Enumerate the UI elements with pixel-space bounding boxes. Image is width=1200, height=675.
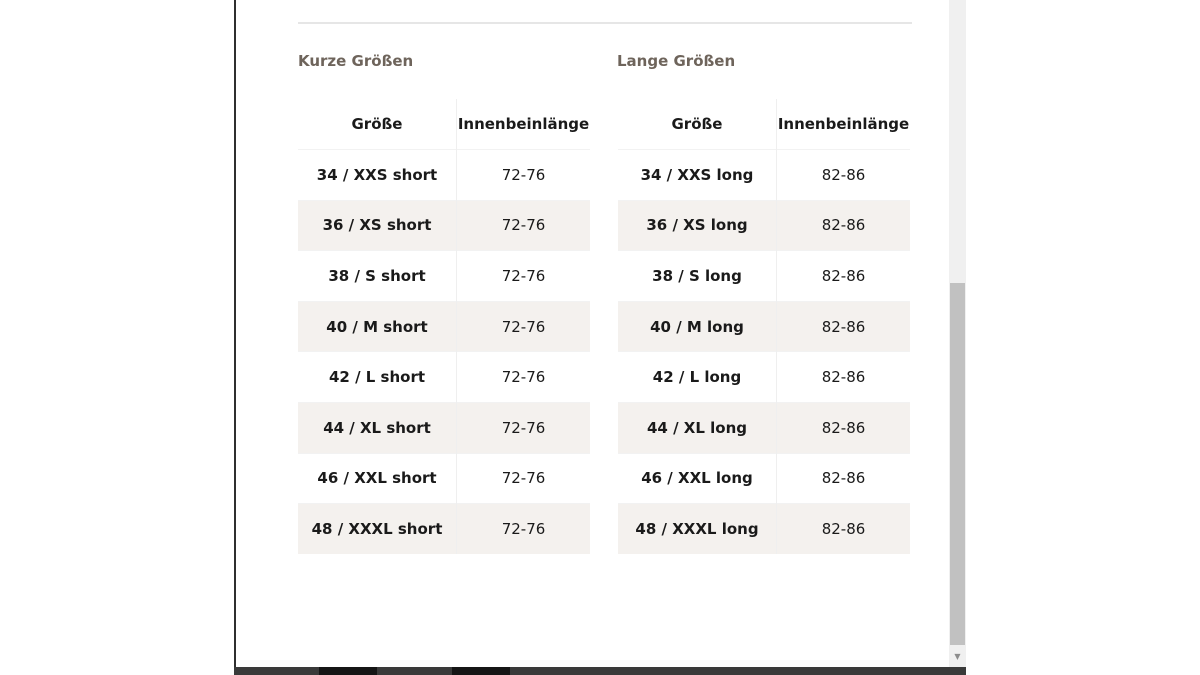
inseam-cell: 72-76 <box>457 251 591 302</box>
inseam-column-header: Innenbeinlänge <box>457 115 590 133</box>
table-header-row <box>298 99 590 150</box>
long-sizes-table <box>618 99 910 554</box>
size-column-header: Größe <box>618 99 777 150</box>
size-cell: 44 / XL long <box>618 402 777 453</box>
table-row <box>618 200 910 251</box>
size-cell: 42 / L short <box>298 352 457 403</box>
inseam-cell: 82-86 <box>777 200 911 251</box>
strip-block <box>319 667 377 675</box>
inseam-cell: 82-86 <box>777 150 911 201</box>
table-row <box>298 150 590 201</box>
inseam-cell: 72-76 <box>457 402 591 453</box>
size-cell: 40 / M short <box>298 301 457 352</box>
table-row <box>298 352 590 403</box>
table-header-row <box>618 99 910 150</box>
size-cell: 44 / XL short <box>298 402 457 453</box>
long-sizes-title: Lange Größen <box>617 52 736 70</box>
size-cell: 46 / XXL short <box>298 453 457 504</box>
table-row <box>618 352 910 403</box>
size-cell: 42 / L long <box>618 352 777 403</box>
table-row <box>298 504 590 554</box>
inseam-cell: 72-76 <box>457 301 591 352</box>
size-cell: 36 / XS long <box>618 200 777 251</box>
divider <box>298 22 912 24</box>
size-cell: 48 / XXXL short <box>298 504 457 554</box>
vertical-scrollbar[interactable] <box>949 0 966 667</box>
table-row <box>298 402 590 453</box>
size-chart-modal <box>234 0 966 667</box>
size-cell: 38 / S long <box>618 251 777 302</box>
scrollbar-thumb[interactable] <box>950 283 965 645</box>
inseam-cell: 82-86 <box>777 402 911 453</box>
size-cell: 36 / XS short <box>298 200 457 251</box>
table-row <box>618 453 910 504</box>
inseam-cell: 72-76 <box>457 453 591 504</box>
size-cell: 48 / XXXL long <box>618 504 777 554</box>
size-column-header: Größe <box>298 99 457 150</box>
size-cell: 38 / S short <box>298 251 457 302</box>
size-cell: 40 / M long <box>618 301 777 352</box>
short-sizes-title: Kurze Größen <box>298 52 414 70</box>
size-cell: 46 / XXL long <box>618 453 777 504</box>
short-sizes-table <box>298 99 590 554</box>
table-row <box>618 150 910 201</box>
inseam-cell: 72-76 <box>457 200 591 251</box>
table-row <box>298 200 590 251</box>
inseam-cell: 82-86 <box>777 301 911 352</box>
table-row <box>298 453 590 504</box>
inseam-cell: 82-86 <box>777 504 911 554</box>
inseam-cell: 82-86 <box>777 251 911 302</box>
inseam-cell: 72-76 <box>457 352 591 403</box>
size-cell: 34 / XXS short <box>298 150 457 201</box>
inseam-cell: 82-86 <box>777 352 911 403</box>
scroll-down-arrow-icon[interactable]: ▼ <box>954 652 961 661</box>
inseam-column-header: Innenbeinlänge <box>777 115 910 133</box>
inseam-cell: 72-76 <box>457 504 591 554</box>
table-row <box>618 301 910 352</box>
bottom-strip <box>234 667 966 675</box>
table-row <box>298 251 590 302</box>
inseam-cell: 82-86 <box>777 453 911 504</box>
size-cell: 34 / XXS long <box>618 150 777 201</box>
table-row <box>298 301 590 352</box>
table-row <box>618 251 910 302</box>
table-row <box>618 504 910 554</box>
inseam-cell: 72-76 <box>457 150 591 201</box>
strip-block <box>452 667 510 675</box>
table-row <box>618 402 910 453</box>
